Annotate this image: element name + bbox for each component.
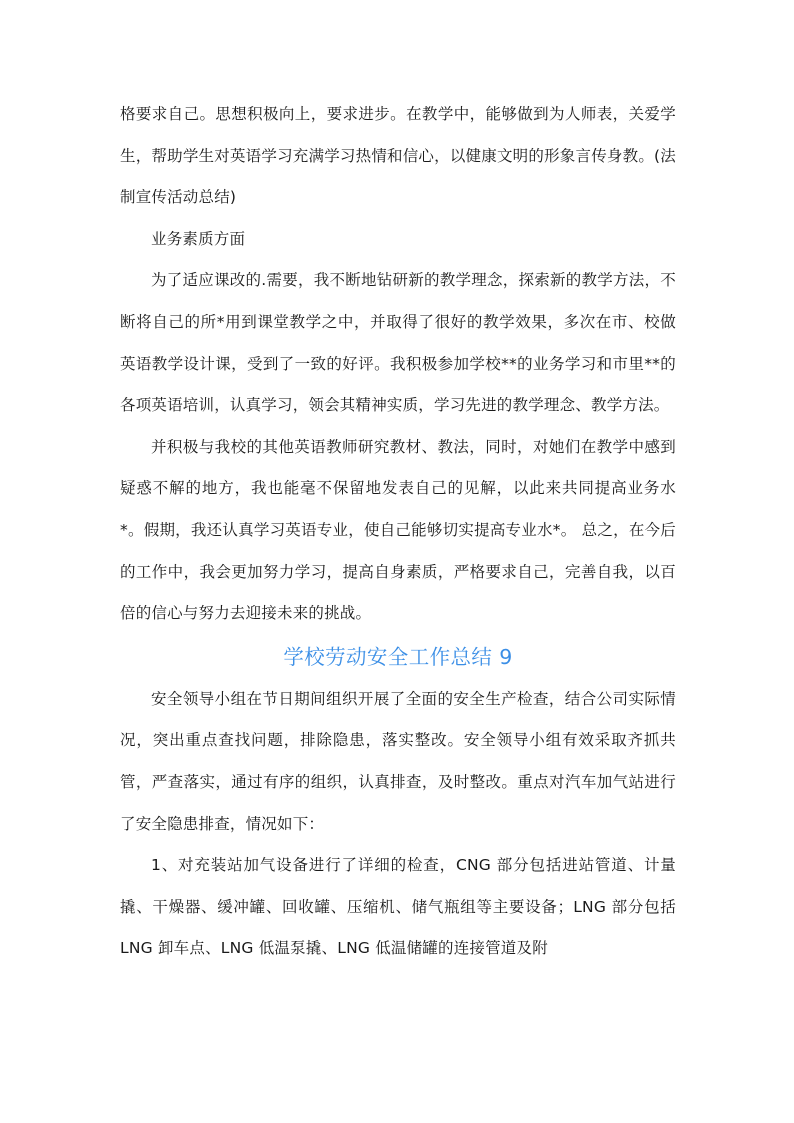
- body-paragraph-5: 安全领导小组在节日期间组织开展了全面的安全生产检查，结合公司实际情况，突出重点查找问题，排除隐患，落实整改。安全领导小组有效采取齐抓共管，严查落实，通过有序的组织，认真排查，及时整改。重点对汽车加气站进行了安全隐患排查，情况如下：: [120, 689, 676, 833]
- body-paragraph-1: 格要求自己。思想积极向上，要求进步。在教学中，能够做到为人师表，关爱学生，帮助学生对英语学习充满学习热情和信心，以健康文明的形象言传身教。(法制宣传活动总结): [120, 105, 676, 207]
- document-page: [120, 94, 676, 970]
- body-paragraph-6: 1、对充装站加气设备进行了详细的检查，CNG 部分包括进站管道、计量撬、干燥器、缓冲罐、回收罐、压缩机、储气瓶组等主要设备；LNG 部分包括 LNG 卸车点、LNG 低温泵撬、LNG 低温储罐的连接管道及附: [120, 856, 676, 958]
- section-heading: 学校劳动安全工作总结 9: [283, 644, 513, 669]
- body-paragraph-4: 并积极与我校的其他英语教师研究教材、教法，同时，对她们在教学中感到疑惑不解的地方，我也能毫不保留地发表自己的见解，以此来共同提高业务水*。假期，我还认真学习英语专业，使自己能够切实提高专业水*。 总之，在今后的工作中，我会更加努力学习，提高自身素质，严格要求自己，完善自我，以百倍的信心与努力去迎接未来的挑战。: [120, 437, 676, 623]
- body-paragraph-3: 为了适应课改的.需要，我不断地钻研新的教学理念，探索新的教学方法，不断将自己的所*用到课堂教学之中，并取得了很好的教学效果，多次在市、校做英语教学设计课，受到了一致的好评。我积极参加学校**的业务学习和市里**的各项英语培训，认真学习，领会其精神实质，学习先进的教学理念、教学方法。: [120, 271, 676, 415]
- section-subtitle: 业务素质方面: [151, 229, 246, 248]
